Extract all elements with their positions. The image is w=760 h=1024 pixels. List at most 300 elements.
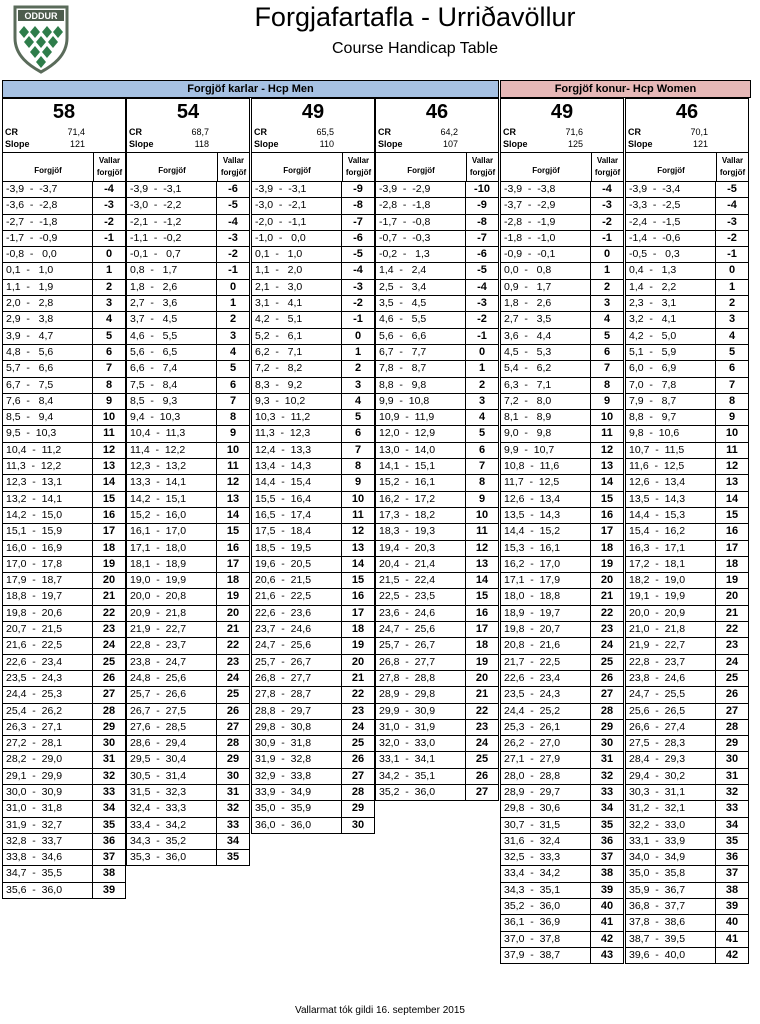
course-handicap: 21	[600, 590, 614, 603]
hcp-range: 33,9 - 34,9	[252, 785, 342, 800]
column-header-row	[375, 152, 499, 182]
hcp-range: 13,2 - 14,1	[3, 492, 93, 507]
course-handicap: 11	[476, 525, 488, 538]
course-handicap: 26	[475, 769, 489, 782]
course-handicap: 16	[226, 541, 240, 554]
course-handicap: 31	[600, 753, 614, 766]
course-handicap: 3	[478, 394, 486, 407]
hcp-range: 35,0 - 35,9	[252, 801, 342, 816]
course-handicap: 15	[600, 492, 614, 505]
table-row	[500, 459, 624, 475]
hcp-range: 36,1 - 36,9	[501, 915, 591, 930]
table-row	[126, 182, 250, 198]
table-row	[126, 801, 250, 817]
table-row	[251, 671, 375, 687]
cr-value: 68,7	[191, 127, 209, 137]
hcp-range: 6,7 - 7,5	[3, 378, 93, 393]
table-row	[625, 329, 749, 345]
course-handicap: 14	[600, 476, 614, 489]
course-handicap: 1	[478, 362, 486, 375]
hcp-range: 22,6 - 23,4	[501, 671, 591, 686]
hcp-range: 9,0 - 9,8	[501, 426, 591, 441]
table-row	[625, 394, 749, 410]
hcp-range: 21,9 - 22,7	[626, 638, 716, 653]
hcp-range: 21,7 - 22,5	[501, 655, 591, 670]
course-handicap: -9	[477, 199, 487, 212]
course-handicap: -4	[727, 199, 737, 212]
hcp-range: 16,1 - 17,0	[127, 524, 217, 539]
table-row	[126, 720, 250, 736]
table-row	[625, 573, 749, 589]
table-row	[251, 492, 375, 508]
hcp-range: -2,8 - -1,8	[376, 198, 466, 213]
table-row	[2, 443, 126, 459]
hcp-range: 2,9 - 3,8	[3, 312, 93, 327]
table-row	[251, 508, 375, 524]
logo-text: ODDUR	[24, 11, 58, 21]
hcp-range: 32,8 - 33,7	[3, 834, 93, 849]
hcp-range: 24,7 - 25,6	[252, 638, 342, 653]
course-handicap: -5	[228, 199, 238, 212]
hcp-range: -0,9 - -0,1	[501, 247, 591, 262]
course-handicap: 13	[725, 476, 739, 489]
course-handicap: 28	[102, 704, 116, 717]
course-handicap: -3	[353, 280, 363, 293]
course-handicap: 34	[600, 802, 614, 815]
column-header-course: Vallar forgjöf	[469, 156, 496, 177]
course-handicap: 16	[475, 606, 489, 619]
course-handicap: 40	[600, 900, 614, 913]
course-handicap: 12	[475, 541, 489, 554]
hcp-range: 0,0 - 0,8	[501, 263, 591, 278]
course-handicap: 38	[725, 883, 739, 896]
course-handicap: 11	[227, 460, 239, 473]
course-handicap: 15	[725, 508, 739, 521]
course-handicap: 35	[725, 834, 739, 847]
hcp-range: 17,0 - 17,8	[3, 557, 93, 572]
course-handicap: 42	[600, 932, 614, 945]
hcp-range: 12,6 - 13,4	[501, 492, 591, 507]
table-row	[375, 541, 499, 557]
course-handicap: 24	[351, 720, 365, 733]
course-handicap: -3	[602, 199, 612, 212]
course-handicap: 6	[728, 362, 736, 375]
course-handicap: 9	[105, 394, 113, 407]
table-row	[625, 589, 749, 605]
course-handicap: 10	[351, 492, 365, 505]
course-handicap: 34	[725, 818, 739, 831]
course-handicap: 5	[603, 329, 611, 342]
table-row	[500, 638, 624, 654]
table-row	[251, 296, 375, 312]
hcp-range: 16,3 - 17,1	[626, 541, 716, 556]
hcp-range: 23,7 - 24,6	[252, 622, 342, 637]
table-row	[126, 312, 250, 328]
hcp-range: 19,4 - 20,3	[376, 541, 466, 556]
table-row	[500, 198, 624, 214]
course-handicap: 4	[105, 313, 113, 326]
course-handicap: 30	[351, 818, 365, 831]
course-handicap: 17	[226, 557, 240, 570]
hcp-range: 32,5 - 33,3	[501, 850, 591, 865]
hcp-range: 4,8 - 5,6	[3, 345, 93, 360]
table-row	[2, 361, 126, 377]
course-handicap: 8	[728, 394, 736, 407]
hcp-range: 7,2 - 8,2	[252, 361, 342, 376]
course-handicap: 29	[600, 720, 614, 733]
table-row	[625, 378, 749, 394]
table-row	[375, 785, 499, 801]
hcp-range: 13,5 - 14,3	[626, 492, 716, 507]
course-handicap: 5	[105, 329, 113, 342]
table-row	[126, 638, 250, 654]
course-handicap: -2	[353, 297, 363, 310]
table-row	[375, 329, 499, 345]
course-handicap: -5	[727, 183, 737, 195]
table-row	[375, 687, 499, 703]
hcp-range: 18,1 - 18,9	[127, 557, 217, 572]
course-handicap: 17	[351, 606, 365, 619]
table-row	[500, 589, 624, 605]
hcp-range: 32,2 - 33,0	[626, 818, 716, 833]
hcp-range: -1,7 - -0,8	[376, 215, 466, 230]
course-handicap: 25	[102, 655, 116, 668]
table-row	[625, 834, 749, 850]
course-handicap: 0	[478, 345, 486, 358]
hcp-range: 15,3 - 16,1	[501, 541, 591, 556]
table-row	[625, 263, 749, 279]
table-row	[500, 231, 624, 247]
hcp-range: 20,9 - 21,8	[127, 606, 217, 621]
tee-number: 46	[675, 101, 699, 123]
table-row	[500, 883, 624, 899]
hcp-range: 7,2 - 8,0	[501, 394, 591, 409]
hcp-range: 16,2 - 17,2	[376, 492, 466, 507]
section-women-header: Forgjöf konur- Hcp Women	[500, 80, 751, 98]
course-handicap: 35	[226, 851, 240, 864]
course-handicap: -1	[477, 329, 487, 342]
course-handicap: -8	[477, 215, 487, 228]
course-handicap: 1	[105, 264, 113, 277]
hcp-range: 8,5 - 9,3	[127, 394, 217, 409]
hcp-range: 31,9 - 32,8	[252, 752, 342, 767]
table-row	[126, 198, 250, 214]
table-row	[375, 622, 499, 638]
table-row	[2, 638, 126, 654]
cr-value: 70,1	[690, 127, 708, 137]
course-handicap: -1	[228, 264, 238, 277]
table-row	[126, 736, 250, 752]
table-row	[251, 426, 375, 442]
table-row	[500, 296, 624, 312]
course-handicap: 20	[600, 574, 614, 587]
hcp-range: 26,2 - 27,0	[501, 736, 591, 751]
hcp-range: 32,9 - 33,8	[252, 769, 342, 784]
table-row	[500, 443, 624, 459]
hcp-range: 26,6 - 27,4	[626, 720, 716, 735]
table-row	[625, 866, 749, 882]
hcp-range: 8,3 - 9,2	[252, 378, 342, 393]
column-header-hcp: Forgjöf	[501, 153, 592, 181]
hcp-range: 19,8 - 20,7	[501, 622, 591, 637]
course-handicap: 22	[351, 688, 365, 701]
hcp-range: 5,4 - 6,2	[501, 361, 591, 376]
table-row	[500, 394, 624, 410]
table-row	[625, 736, 749, 752]
course-handicap: 15	[226, 525, 240, 538]
table-row	[2, 198, 126, 214]
course-handicap: -3	[727, 215, 737, 228]
tee-header	[251, 98, 375, 152]
table-row	[2, 704, 126, 720]
course-handicap: 2	[229, 313, 237, 326]
hcp-range: 30,3 - 31,1	[626, 785, 716, 800]
page-subtitle: Course Handicap Table	[331, 40, 499, 57]
table-row	[2, 296, 126, 312]
hcp-range: 12,0 - 12,9	[376, 426, 466, 441]
course-handicap: 20	[226, 606, 240, 619]
hcp-range: 15,5 - 16,4	[252, 492, 342, 507]
course-handicap: 5	[229, 362, 237, 375]
course-handicap: 36	[725, 851, 739, 864]
table-row	[126, 573, 250, 589]
course-handicap: 29	[725, 737, 739, 750]
course-handicap: 7	[603, 362, 611, 375]
hcp-range: 19,1 - 19,9	[626, 589, 716, 604]
course-handicap: 21	[725, 606, 739, 619]
hcp-range: 20,8 - 21,6	[501, 638, 591, 653]
course-handicap: 6	[105, 345, 113, 358]
course-handicap: 11	[103, 427, 115, 440]
course-handicap: 22	[600, 606, 614, 619]
table-row	[500, 655, 624, 671]
column-header-course: Vallar forgjöf	[594, 156, 621, 177]
table-row	[2, 655, 126, 671]
course-handicap: 39	[600, 883, 614, 896]
table-row	[251, 655, 375, 671]
hcp-range: 34,7 - 35,5	[3, 866, 93, 881]
table-row	[251, 589, 375, 605]
table-row	[251, 198, 375, 214]
tee-header	[500, 98, 624, 152]
hcp-range: 18,3 - 19,3	[376, 524, 466, 539]
hcp-range: 7,8 - 8,7	[376, 361, 466, 376]
handicap-table-men-46	[375, 98, 499, 801]
hcp-range: 24,4 - 25,2	[501, 704, 591, 719]
course-handicap: 30	[725, 753, 739, 766]
hcp-range: 30,5 - 31,4	[127, 769, 217, 784]
table-row	[625, 785, 749, 801]
course-handicap: 22	[226, 639, 240, 652]
table-row	[2, 557, 126, 573]
course-handicap: -4	[104, 183, 114, 195]
table-row	[126, 361, 250, 377]
course-handicap: 9	[229, 427, 237, 440]
slope-value: 110	[319, 139, 334, 149]
handicap-table-women-49	[500, 98, 624, 964]
hcp-range: 23,5 - 24,3	[3, 671, 93, 686]
course-handicap: 23	[226, 655, 240, 668]
table-row	[375, 394, 499, 410]
course-handicap: 2	[478, 378, 486, 391]
hcp-range: 27,5 - 28,3	[626, 736, 716, 751]
course-handicap: 11	[726, 443, 738, 456]
table-row	[375, 263, 499, 279]
hcp-range: 9,9 - 10,7	[501, 443, 591, 458]
hcp-range: 13,5 - 14,3	[501, 508, 591, 523]
cr-value: 71,4	[67, 127, 85, 137]
hcp-range: 4,6 - 5,5	[127, 329, 217, 344]
column-header-hcp: Forgjöf	[376, 153, 467, 181]
table-row	[375, 198, 499, 214]
table-row	[251, 361, 375, 377]
table-row	[126, 426, 250, 442]
course-handicap: 4	[478, 411, 486, 424]
course-handicap: 24	[102, 639, 116, 652]
table-row	[375, 769, 499, 785]
table-row	[2, 247, 126, 263]
column-header-row	[625, 152, 749, 182]
table-row	[500, 948, 624, 964]
course-handicap: 13	[475, 557, 489, 570]
hcp-range: 31,0 - 31,8	[3, 801, 93, 816]
hcp-range: 21,5 - 22,4	[376, 573, 466, 588]
course-handicap: -4	[228, 215, 238, 228]
table-row	[500, 769, 624, 785]
course-handicap: 13	[226, 492, 240, 505]
course-handicap: 18	[475, 639, 489, 652]
hcp-range: 12,3 - 13,2	[127, 459, 217, 474]
column-header-hcp: Forgjöf	[127, 153, 218, 181]
table-row	[126, 785, 250, 801]
course-handicap: 7	[354, 443, 362, 456]
table-row	[625, 280, 749, 296]
hcp-range: 0,4 - 1,3	[626, 263, 716, 278]
course-handicap: 31	[226, 785, 240, 798]
course-handicap: 29	[351, 802, 365, 815]
table-row	[500, 736, 624, 752]
hcp-range: 18,2 - 19,0	[626, 573, 716, 588]
course-handicap: 23	[475, 720, 489, 733]
table-row	[126, 394, 250, 410]
hcp-range: -2,7 - -1,8	[3, 215, 93, 230]
course-handicap: 27	[226, 720, 240, 733]
course-handicap: 19	[475, 655, 489, 668]
hcp-range: 38,7 - 39,5	[626, 932, 716, 947]
course-handicap: 12	[725, 460, 739, 473]
table-row	[126, 263, 250, 279]
slope-label: Slope	[503, 139, 528, 149]
hcp-range: 6,3 - 7,1	[501, 378, 591, 393]
course-handicap: 31	[102, 753, 116, 766]
hcp-range: 37,8 - 38,6	[626, 915, 716, 930]
course-handicap: 2	[603, 280, 611, 293]
hcp-range: -0,2 - 1,3	[376, 247, 466, 262]
slope-label: Slope	[378, 139, 403, 149]
course-handicap: 12	[351, 525, 365, 538]
slope-label: Slope	[5, 139, 30, 149]
course-handicap: -10	[474, 183, 490, 195]
table-row	[251, 459, 375, 475]
hcp-range: 24,7 - 25,6	[376, 622, 466, 637]
tee-number: 58	[52, 101, 76, 123]
hcp-range: -3,3 - -2,5	[626, 198, 716, 213]
table-row	[251, 752, 375, 768]
table-row	[375, 426, 499, 442]
table-row	[126, 378, 250, 394]
table-row	[126, 589, 250, 605]
table-row	[126, 606, 250, 622]
course-handicap: 14	[475, 574, 489, 587]
hcp-range: 1,4 - 2,2	[626, 280, 716, 295]
hcp-range: 14,1 - 15,1	[376, 459, 466, 474]
hcp-range: 28,4 - 29,3	[626, 752, 716, 767]
hcp-range: 36,0 - 36,0	[252, 818, 342, 833]
table-row	[625, 345, 749, 361]
course-handicap: 31	[725, 769, 739, 782]
table-row	[375, 312, 499, 328]
course-handicap: 8	[105, 378, 113, 391]
course-handicap: 14	[351, 557, 365, 570]
hcp-range: 10,4 - 11,3	[127, 426, 217, 441]
course-handicap: 14	[102, 476, 116, 489]
table-row	[625, 801, 749, 817]
course-handicap: 20	[475, 671, 489, 684]
course-handicap: -6	[228, 183, 238, 195]
table-row	[2, 492, 126, 508]
course-handicap: 34	[102, 802, 116, 815]
course-handicap: -2	[228, 248, 238, 261]
hcp-range: 3,1 - 4,1	[252, 296, 342, 311]
course-handicap: -7	[353, 215, 363, 228]
cr-value: 65,5	[316, 127, 334, 137]
hcp-range: 28,2 - 29,0	[3, 752, 93, 767]
hcp-range: 20,6 - 21,5	[252, 573, 342, 588]
hcp-range: 12,4 - 13,3	[252, 443, 342, 458]
hcp-range: 26,8 - 27,7	[376, 655, 466, 670]
hcp-range: 22,8 - 23,7	[626, 655, 716, 670]
hcp-range: 28,0 - 28,8	[501, 769, 591, 784]
course-handicap: 27	[475, 785, 489, 798]
course-handicap: 25	[600, 655, 614, 668]
hcp-range: 2,0 - 2,8	[3, 296, 93, 311]
hcp-range: 8,8 - 9,7	[626, 410, 716, 425]
hcp-range: 14,4 - 15,3	[626, 508, 716, 523]
table-row	[375, 720, 499, 736]
table-row	[2, 280, 126, 296]
course-handicap: 23	[600, 623, 614, 636]
hcp-range: 21,6 - 22,5	[3, 638, 93, 653]
course-handicap: 41	[725, 932, 739, 945]
table-row	[2, 345, 126, 361]
course-handicap: 29	[226, 753, 240, 766]
hcp-range: 31,5 - 32,3	[127, 785, 217, 800]
table-row	[375, 280, 499, 296]
course-handicap: 19	[226, 590, 240, 603]
table-row	[2, 752, 126, 768]
hcp-range: 5,6 - 6,6	[376, 329, 466, 344]
hcp-range: 29,1 - 29,9	[3, 769, 93, 784]
hcp-range: 25,7 - 26,7	[252, 655, 342, 670]
course-handicap: 18	[600, 541, 614, 554]
hcp-range: 27,1 - 27,9	[501, 752, 591, 767]
hcp-range: 34,0 - 34,9	[626, 850, 716, 865]
course-handicap: 1	[229, 297, 237, 310]
hcp-range: 8,5 - 9,4	[3, 410, 93, 425]
hcp-range: 21,6 - 22,5	[252, 589, 342, 604]
course-handicap: 11	[601, 427, 613, 440]
table-row	[251, 312, 375, 328]
